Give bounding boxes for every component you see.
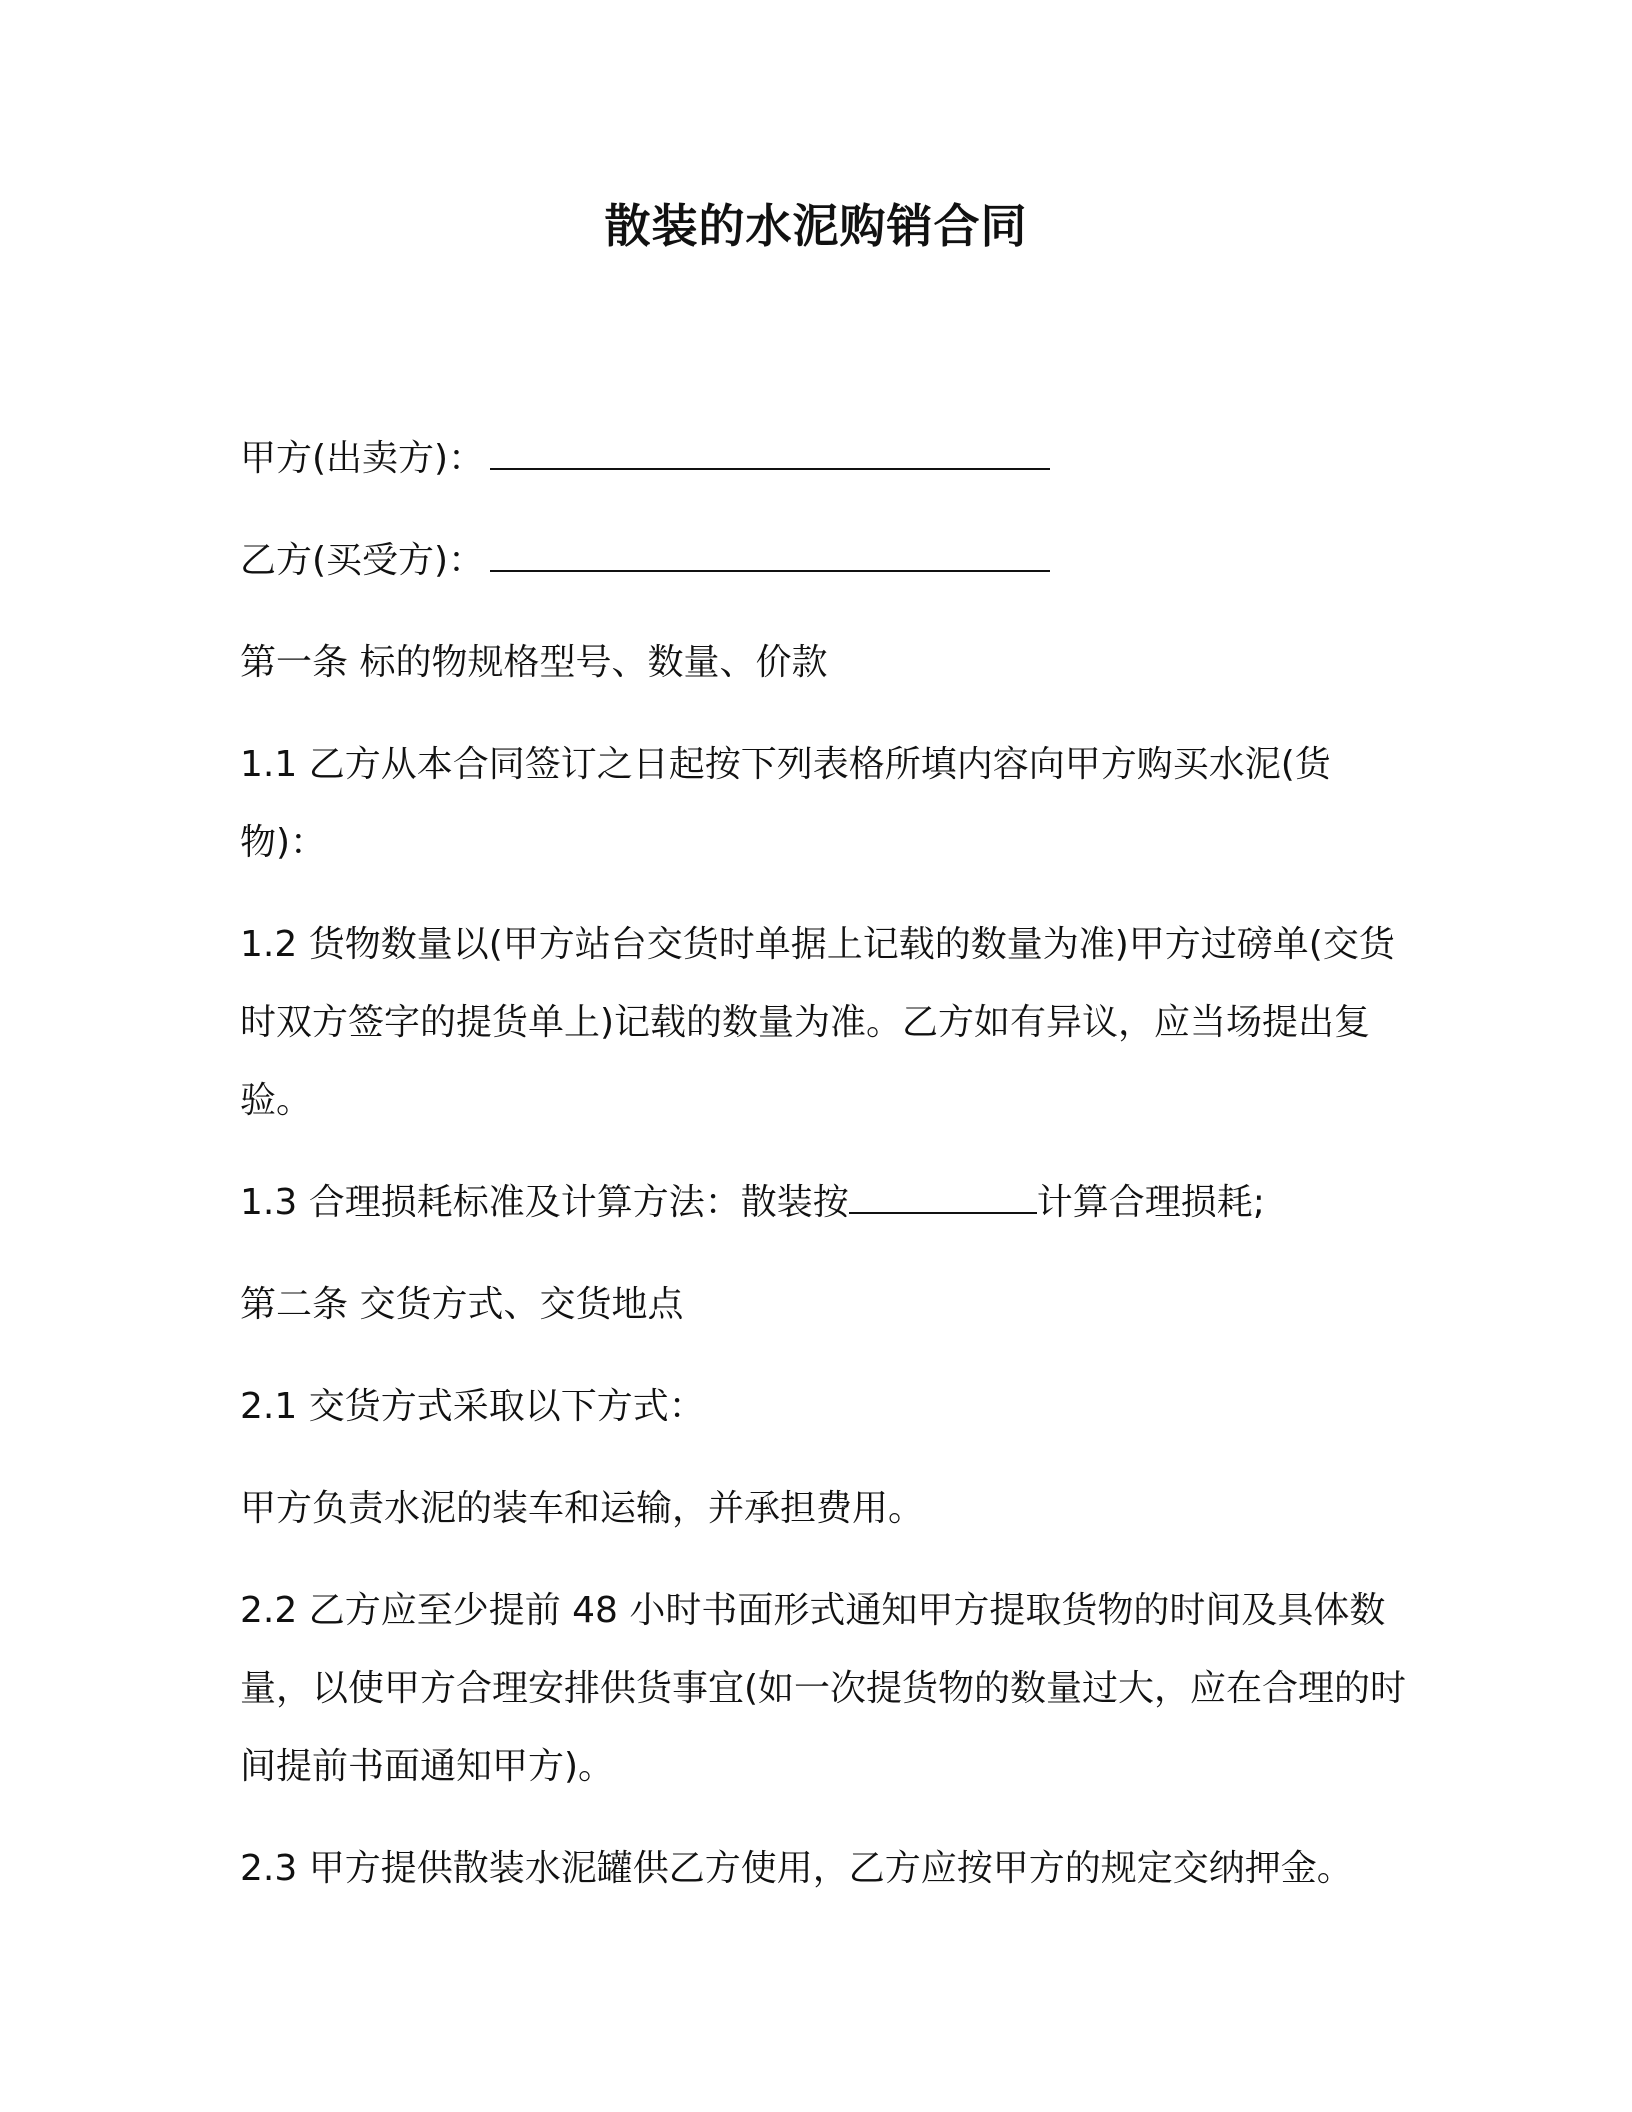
seller-label: 甲方(出卖方)： [240,438,485,479]
clause-2-1-detail: 甲方负责水泥的装车和运输，并承担费用。 [240,1488,925,1529]
clause-1-3-text-after: 计算合理损耗; [1036,1182,1265,1223]
buyer-line [240,522,1410,600]
article-2-heading: 第二条 交货方式、交货地点 [240,1284,684,1325]
clause-1-3 [240,1164,1410,1242]
clause-1-3-text-before: 1.3 合理损耗标准及计算方法：散装按 [240,1182,849,1223]
clause-2-2: 2.2 乙方应至少提前 48 小时书面形式通知甲方提取货物的时间及具体数量，以使甲方合理安排供货事宜(如一次提货物的数量过大，应在合理的时间提前书面通知甲方)。 [240,1590,1407,1787]
buyer-label: 乙方(买受方)： [240,540,485,581]
clause-1-1: 1.1 乙方从本合同签订之日起按下列表格所填内容向甲方购买水泥(货物)： [240,744,1331,863]
document-title: 散装的水泥购销合同 [604,199,1028,253]
buyer-blank [490,540,1050,572]
clause-2-1: 2.1 交货方式采取以下方式： [240,1386,705,1427]
clause-2-3: 2.3 甲方提供散装水泥罐供乙方使用，乙方应按甲方的规定交纳押金。 [240,1848,1353,1889]
document-body [240,420,1410,1932]
clause-1-2: 1.2 货物数量以(甲方站台交货时单据上记载的数量为准)甲方过磅单(交货时双方签字的提货单上)记载的数量为准。乙方如有异议，应当场提出复验。 [240,924,1395,1121]
loss-standard-blank [849,1182,1037,1214]
seller-blank [490,438,1050,470]
article-1-heading: 第一条 标的物规格型号、数量、价款 [240,642,828,683]
seller-line [240,420,1410,498]
